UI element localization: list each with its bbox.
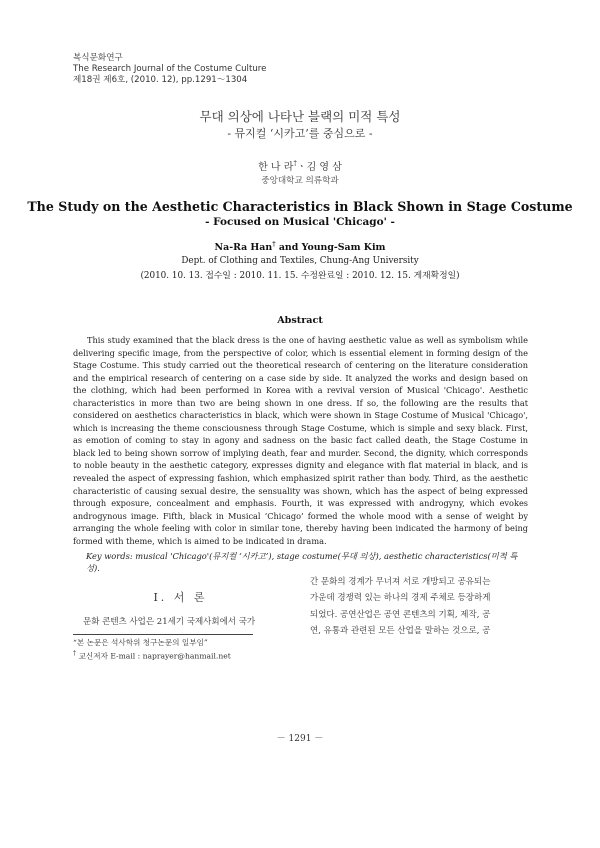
footnote-corresponding-author: [73, 648, 231, 662]
english-subtitle: - Focused on Musical 'Chicago' -: [205, 216, 395, 228]
journal-name-korean: 복식문화연구: [73, 53, 123, 63]
footnotes: [73, 637, 231, 662]
abstract-body: This study examined that the black dress is the one of having aesthetic value as well as symbolism while delivering specific image, from the perspective of color, which is essential element in forming design of the Stage Costume. This study carried out the theoretical research of centering on the literature consideration and the empirical research of centering on a case side by side. It analyzed the works and design based on the clothing, which had been performed in Korea with a revival version of Musical 'Chicago'. Aesthetic characteristics in more than two are being shown in one dress. If so, the following are the results that considered on aesthetics characteristics in black, which were shown in Stage Costume of Musical 'Chicago', which is increasing the theme consciousness through Stage Costume, which is simple and sexy black. First, as emotion of coming to stay in agony and sadness on the basic fact called death, the Stage Costume in black led to being shown sorrow of implying death, fear and murder. Second, the dignity, which corresponds to noble beauty in the aesthetic category, expresses dignity and elegance with flat material in black, and is revealed the aspect of expressing fashion, which emphasized spirit rather than body. Third, as the aesthetic characteristic of causing sexual desire, the sensuality was shown, which has the aspect of being expressed through exposure, concealment and emphasis. Fourth, it was expressed with androgyny, which evokes androgynous image. Fifth, black in Musical ‘Chicago’ formed the whole mood with a sense of weight by arranging the whole feeling with color in similar tone, thereby having been indicated the harmony of being formed with theme, which is aimed to be indicated in drama.: [73, 335, 528, 546]
footnote-thesis: “본 논문은 석사학위 청구논문의 일부임”: [73, 638, 208, 647]
abstract-heading: Abstract: [277, 315, 323, 326]
journal-header: [73, 53, 266, 86]
footnote-dagger: †: [73, 650, 77, 657]
journal-name-english: The Research Journal of the Costume Culture: [73, 64, 267, 74]
corresponding-author-mark: †: [293, 159, 297, 168]
korean-author-1: 한 나 라: [258, 162, 294, 173]
footnote-email: 교신저자 E-mail : naprayer@hanmail.net: [78, 651, 231, 661]
col2-line: 간 문화의 경계가 무너져 서로 개방되고 공유되는: [310, 577, 491, 587]
col2-line: 되었다. 공연산업은 공연 콘텐츠의 기획, 제작, 공: [310, 609, 491, 620]
introduction-column-2: [310, 574, 528, 640]
english-department: Dept. of Clothing and Textiles, Chung-Ang University: [181, 256, 419, 266]
section-heading-introduction: Ⅰ. 서 론: [153, 591, 208, 604]
col2-line: 가운데 경쟁력 있는 하나의 경제 주체로 등장하게: [310, 593, 491, 604]
english-author-2: and Young-Sam Kim: [275, 242, 386, 254]
english-title: The Study on the Aesthetic Characteristics in Black Shown in Stage Costume: [27, 199, 573, 214]
korean-affiliation: 중앙대학교 의류학과: [261, 176, 339, 186]
col2-line: 연, 유통과 관련된 모든 산업을 말하는 것으로, 공: [310, 626, 491, 637]
keywords: Key words: musical 'Chicago'(뮤지컬 ‘시카고’), stage costume(무대 의상), aesthetic characteristics(미적 특성).: [86, 551, 518, 573]
english-corresponding-mark: †: [272, 240, 276, 248]
english-authors: [0, 240, 600, 253]
english-author-1: Na-Ra Han: [214, 242, 273, 254]
submission-dates: (2010. 10. 13. 접수일 : 2010. 11. 15. 수정완료일 : 2010. 12. 15. 게재확정일): [140, 271, 460, 281]
korean-title: 무대 의상에 나타난 블랙의 미적 특성: [199, 109, 401, 124]
korean-subtitle: - 뮤지컬 ‘시카고’를 중심으로 -: [227, 127, 373, 140]
korean-authors: [0, 158, 600, 173]
author-separator: ㆍ: [296, 162, 307, 173]
journal-volume-issue: 제18권 제6호, (2010. 12), pp.1291～1304: [73, 75, 248, 85]
page-number: － 1291 －: [276, 734, 324, 744]
footnote-divider: [73, 634, 253, 635]
korean-author-2: 김 영 삼: [306, 162, 342, 173]
introduction-paragraph-col1: 문화 콘텐츠 사업은 21세기 국제사회에서 국가: [83, 617, 256, 627]
